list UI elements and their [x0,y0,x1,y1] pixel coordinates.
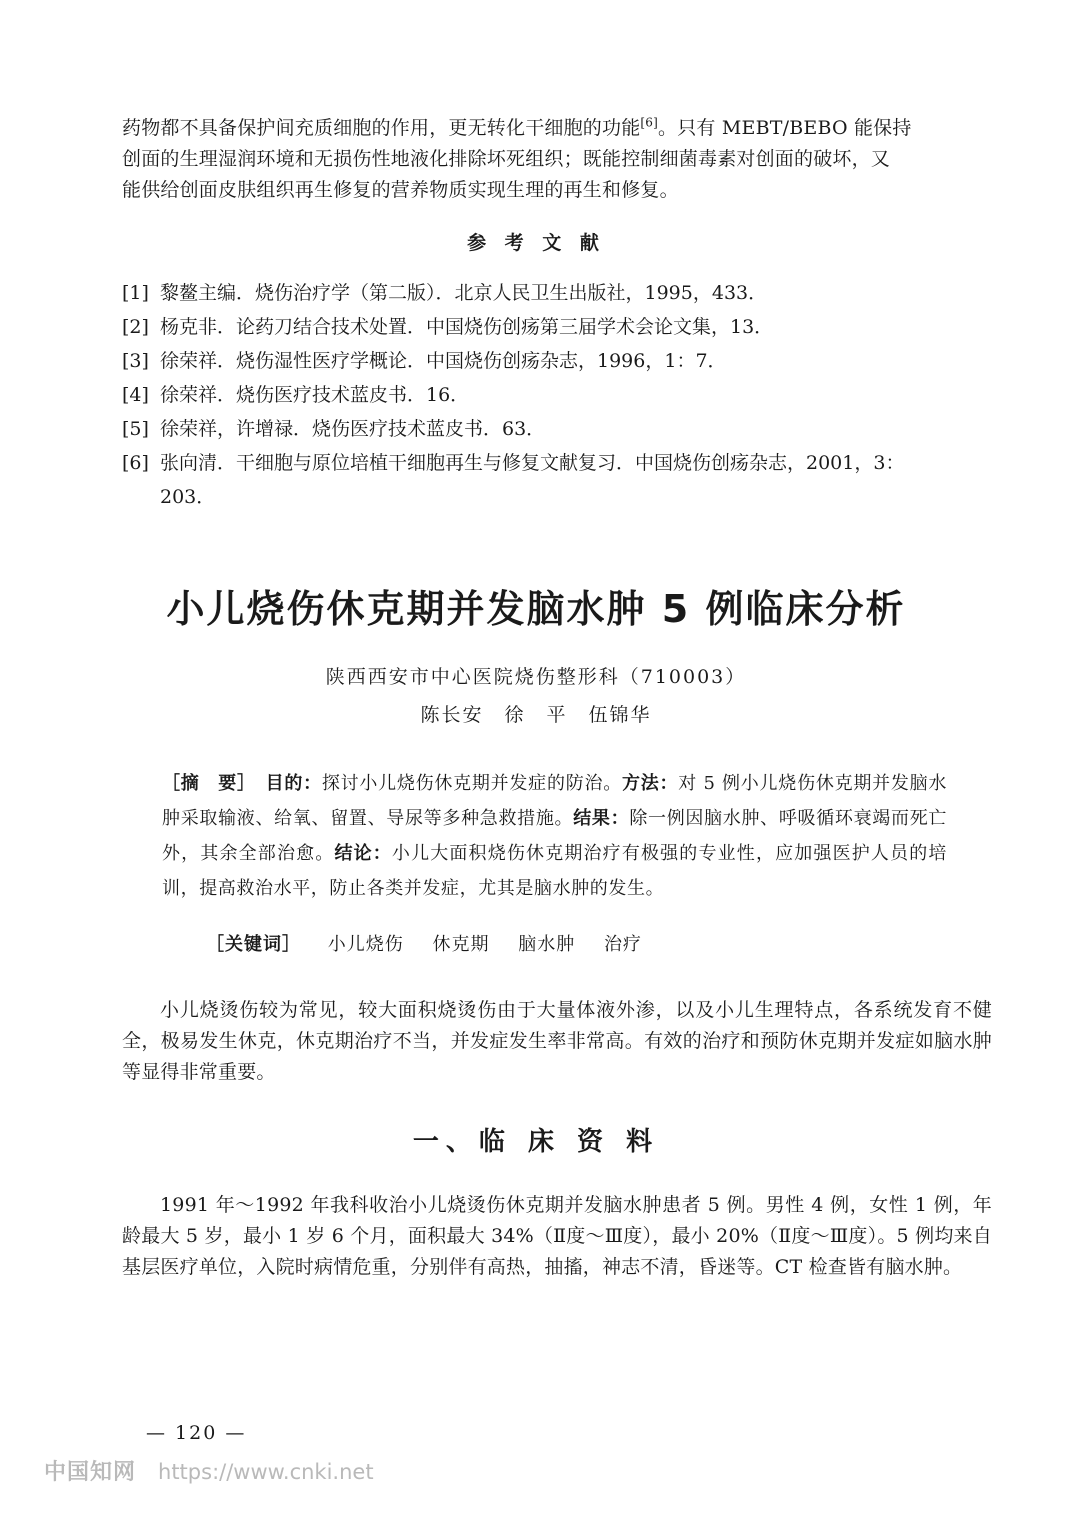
paragraph-text: 药物都不具备保护间充质细胞的作用，更无转化干细胞的功能 [122,117,641,139]
continuation-paragraph [122,113,992,206]
result-label: 结果： [573,808,630,829]
author-affiliation: 陕西西安市中心医院烧伤整形科（710003） [325,666,747,688]
citation-superscript[interactable]: [6] [640,115,659,130]
keyword: 脑水肿 [518,934,576,955]
keyword: 小儿烧伤 [327,934,404,955]
author-list: 陈长安 徐 平 伍锦华 [420,704,652,726]
reference-item [122,378,992,412]
reference-number: [5] [122,418,149,440]
reference-text: 203． [160,486,216,508]
reference-text: 徐荣祥．烧伤湿性医疗学概论．中国烧伤创疡杂志，1996，1：7． [160,350,727,372]
reference-text: 徐荣祥．烧伤医疗技术蓝皮书．16． [160,384,470,406]
watermark-url[interactable]: https://www.cnki.net [158,1460,374,1484]
reference-text: 黎鳌主编．烧伤治疗学（第二版）．北京人民卫生出版社，1995，433． [160,282,768,304]
reference-item [122,344,992,378]
reference-number: [3] [122,350,149,372]
paragraph-line: 能供给创面皮肤组织再生修复的营养物质实现生理的再生和修复。 [122,179,679,201]
conclusion-label: 结论： [334,843,392,864]
result-text: 除一例因脑水肿、呼吸循环衰竭而死亡外，其余全部治愈。 [162,808,947,864]
reference-item [122,412,992,446]
abstract-label: ［摘 要］ [162,773,247,794]
article-title: 小儿烧伤休克期并发脑水肿 5 例临床分析 [166,587,906,631]
keywords-label: ［关键词］ [206,934,301,955]
keyword: 治疗 [603,934,642,955]
objective-text: 探讨小儿烧伤休克期并发症的防治。 [321,773,622,794]
method-label: 方法： [621,773,679,794]
reference-item-continuation [122,480,992,514]
references-heading: 参 考 文 献 [467,232,605,254]
reference-text: 徐荣祥，许增禄．烧伤医疗技术蓝皮书．63． [160,418,546,440]
reference-number: [1] [122,282,149,304]
reference-text: 张向清．干细胞与原位培植干细胞再生与修复文献复习．中国烧伤创疡杂志，2001，3： [160,452,905,474]
reference-number: [6] [122,452,149,474]
paragraph-line [122,113,992,144]
objective-label: 目的： [265,773,322,794]
paragraph-line: 创面的生理湿润环境和无损伤性地液化排除坏死组织；既能控制细菌毒素对创面的破坏，又 [122,148,891,170]
reference-item [122,276,992,310]
references-list [122,276,992,514]
source-watermark [44,1455,374,1486]
keyword: 休克期 [432,934,490,955]
intro-paragraph: 小儿烧烫伤较为常见，较大面积烧烫伤由于大量体液外渗，以及小儿生理特点，各系统发育不健全，极易发生休克，休克期治疗不当，并发症发生率非常高。有效的治疗和预防休克期并发症如脑水肿等显得非常重要。 [122,999,992,1083]
section-heading: 一、临 床 资 料 [412,1127,660,1157]
reference-text: 杨克非．论药刀结合技术处置．中国烧伤创疡第三届学术会论文集，13． [160,316,774,338]
section-paragraph: 1991 年～1992 年我科收治小儿烧烫伤休克期并发脑水肿患者 5 例。男性 4 例，女性 1 例，年龄最大 5 岁，最小 1 岁 6 个月，面积最大 34%（Ⅱ度～Ⅲ度），最小 20%（Ⅱ度～Ⅲ度）。5 例均来自基层医疗单位，入院时病情危重，分别伴有高热，抽搐，神志不清，昏迷等。CT 检查皆有脑水肿。 [122,1194,992,1278]
method-text: 对 5 例小儿烧伤休克期并发脑水肿采取输液、给氧、留置、导尿等多种急救措施。 [162,773,947,829]
reference-number: [4] [122,384,149,406]
reference-item [122,310,992,344]
reference-number: [2] [122,316,149,338]
reference-item [122,446,992,480]
conclusion-text: 小儿大面积烧伤休克期治疗有极强的专业性，应加强医护人员的培训，提高救治水平，防止各类并发症，尤其是脑水肿的发生。 [162,843,947,899]
watermark-brand: 中国知网 [44,1460,137,1485]
paragraph-text: 。只有 MEBT/BEBO 能保持 [658,117,912,139]
keywords [206,930,664,956]
page-number: — 120 — [146,1422,247,1444]
abstract [162,766,947,906]
